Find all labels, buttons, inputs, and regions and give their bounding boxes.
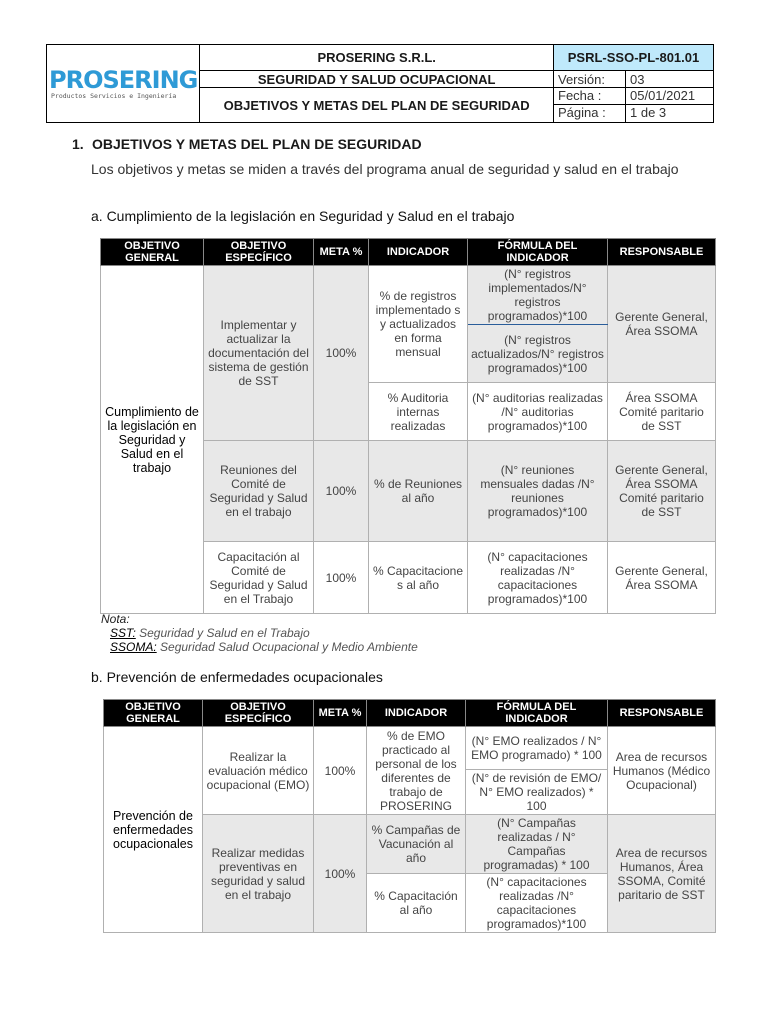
section-number: 1. (72, 136, 84, 152)
col-goal: META % (314, 239, 369, 266)
note-sst (110, 626, 310, 640)
section-intro: Los objetivos y metas se miden a través del programa anual de seguridad y salud en el trabajo (91, 161, 679, 177)
specific-objective-cell: Reuniones del Comité de Seguridad y Salud en el trabajo (204, 441, 314, 542)
indicator-cell: % de EMO practicado al personal de los diferentes de trabajo de PROSERING (367, 727, 466, 815)
note-sst-desc: Seguridad y Salud en el Trabajo (139, 626, 310, 640)
formula-cell: (N° Campañas realizadas / N° Campañas programadas) * 100 (466, 815, 608, 874)
table-row (104, 727, 716, 770)
goal-cell: 100% (314, 266, 369, 441)
note-title: Nota: (101, 612, 130, 626)
goal-cell: 100% (314, 441, 369, 542)
table-occupational-diseases (103, 699, 716, 933)
responsible-cell: Área SSOMA Comité paritario de SST (608, 383, 716, 441)
general-objective-cell: Cumplimiento de la legislación en Seguridad y Salud en el trabajo (101, 266, 204, 614)
note-sst-key: SST: (110, 626, 136, 640)
date-value: 05/01/2021 (626, 88, 713, 105)
specific-objective-cell: Capacitación al Comité de Seguridad y Salud en el Trabajo (204, 542, 314, 614)
section-heading (72, 136, 422, 152)
responsible-cell: Gerente General, Área SSOMA Comité paritario de SST (608, 441, 716, 542)
logo-wordmark: PROSERING (49, 65, 198, 94)
responsible-cell: Gerente General, Área SSOMA (608, 542, 716, 614)
specific-objective-cell: Implementar y actualizar la documentación del sistema de gestión de SST (204, 266, 314, 441)
subsection-a-title: a. Cumplimiento de la legislación en Seguridad y Salud en el trabajo (91, 208, 515, 224)
col-indicator: INDICADOR (369, 239, 468, 266)
document-header (46, 44, 714, 123)
logo-tagline: Productos Servicios e Ingeniería (51, 91, 177, 100)
company-name: PROSERING S.R.L. (200, 45, 554, 71)
specific-objective-cell: Realizar la evaluación médico ocupacional (EMO) (203, 727, 314, 815)
responsible-cell: Area de recursos Humanos (Médico Ocupacional) (608, 727, 716, 815)
version-label: Versión: (554, 71, 626, 88)
col-specific-objective: OBJETIVO ESPECÍFICO (203, 700, 314, 727)
goal-cell: 100% (314, 815, 367, 933)
col-responsible: RESPONSABLE (608, 239, 716, 266)
formula-cell: (N° capacitaciones realizadas /N° capacitaciones programados)*100 (468, 542, 608, 614)
subsection-b-title: b. Prevención de enfermedades ocupacionales (91, 669, 383, 685)
col-formula: FÓRMULA DEL INDICADOR (466, 700, 608, 727)
goal-cell: 100% (314, 727, 367, 815)
responsible-cell: Area de recursos Humanos, Área SSOMA, Comité paritario de SST (608, 815, 716, 933)
goal-cell: 100% (314, 542, 369, 614)
formula-cell: (N° auditorias realizadas /N° auditorias programados)*100 (468, 383, 608, 441)
indicator-cell: % Capacitación al año (367, 874, 466, 933)
table-legal-compliance (100, 238, 716, 614)
col-specific-objective: OBJETIVO ESPECÍFICO (204, 239, 314, 266)
col-formula: FÓRMULA DEL INDICADOR (468, 239, 608, 266)
formula-cell: (N° EMO realizados / N° EMO programado) * 100 (466, 727, 608, 770)
indicator-cell: % de Reuniones al año (369, 441, 468, 542)
indicator-cell: % Campañas de Vacunación al año (367, 815, 466, 874)
indicator-cell: % Auditoria internas realizadas (369, 383, 468, 441)
document-title: OBJETIVOS Y METAS DEL PLAN DE SEGURIDAD (200, 88, 554, 123)
col-responsible: RESPONSABLE (608, 700, 716, 727)
page-label: Página : (558, 105, 606, 120)
col-indicator: INDICADOR (367, 700, 466, 727)
department-name: SEGURIDAD Y SALUD OCUPACIONAL (200, 71, 554, 88)
indicator-cell: % Capacitacione s al año (369, 542, 468, 614)
section-title: OBJETIVOS Y METAS DEL PLAN DE SEGURIDAD (92, 136, 422, 152)
version-value: 03 (626, 71, 714, 88)
document-code: PSRL-SSO-PL-801.01 (554, 45, 714, 71)
specific-objective-cell: Realizar medidas preventivas en seguridad y salud en el trabajo (203, 815, 314, 933)
formula-cell: (N° registros implementados/N° registros programados)*100 (468, 266, 608, 325)
date-label: Fecha : (554, 88, 625, 105)
note-ssoma-key: SSOMA: (110, 640, 157, 654)
formula-cell: (N° registros actualizados/N° registros programados)*100 (468, 325, 608, 383)
general-objective-cell: Prevención de enfermedades ocupacionales (104, 727, 203, 933)
note-ssoma (110, 640, 418, 654)
table-row (101, 266, 716, 325)
company-logo (47, 45, 200, 123)
formula-cell: (N° reuniones mensuales dadas /N° reuniones programados)*100 (468, 441, 608, 542)
col-general-objective: OBJETIVO GENERAL (101, 239, 204, 266)
col-goal: META % (314, 700, 367, 727)
formula-cell: (N° capacitaciones realizadas /N° capacitaciones programados)*100 (466, 874, 608, 933)
formula-cell: (N° de revisión de EMO/ N° EMO realizados) * 100 (466, 770, 608, 815)
note-ssoma-desc: Seguridad Salud Ocupacional y Medio Ambiente (160, 640, 418, 654)
page-value: 1 de 3 (630, 105, 667, 120)
responsible-cell: Gerente General, Área SSOMA (608, 266, 716, 383)
indicator-cell: % de registros implementado s y actualizados en forma mensual (369, 266, 468, 383)
col-general-objective: OBJETIVO GENERAL (104, 700, 203, 727)
